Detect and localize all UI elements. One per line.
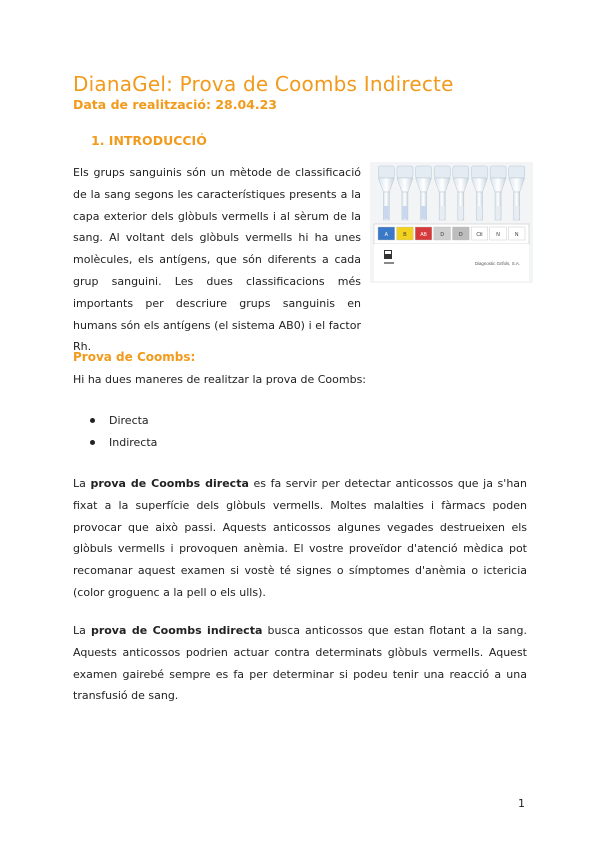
page-number: 1 <box>518 797 525 810</box>
lead-sentence: Hi ha dues maneres de realitzar la prova de Coombs: <box>73 373 367 386</box>
tube-label-text: N <box>514 232 519 238</box>
tube-label-text: D <box>440 232 444 238</box>
date-line: Data de realització: 28.04.23 <box>73 97 277 112</box>
term-indirect: prova de Coombs indirecta <box>90 624 263 637</box>
subheading-coombs: Prova de Coombs: <box>73 350 196 364</box>
paragraph-indirect: La prova de Coombs indirecta busca anticossos que estan flotant a la sang. Aquests anticossos podrien actuar contra determinats glòbuls vermells. Aquest examen gairebé sempre es fa per determinar si podeu tenir una reacció a una transfusió de sang. <box>73 624 527 703</box>
tube-label-text: AB <box>420 232 427 238</box>
section-heading-intro: 1. INTRODUCCIÓ <box>91 133 207 148</box>
document-title: DianaGel: Prova de Coombs Indirecte <box>73 72 454 96</box>
bullet-icon <box>90 440 95 445</box>
tube-label-text: A <box>384 232 388 238</box>
intro-paragraph: Els grups sanguinis són un mètode de classificació de la sang segons les característiques presents a la capa exterior dels glòbuls vermells i al sèrum de la sang. Al voltant dels glòbuls vermells hi ha unes molècules, els antígens, que són diferents a cada grup sanguini. Les dues classificacions més importants per descriure grups sanguinis en humans són els antígens (el sistema AB0) i el factor Rh. <box>73 166 361 354</box>
card-brand: Diagnostic Grifols, S.A. <box>474 261 520 266</box>
tube-label-text: B <box>403 232 407 238</box>
list-item: Indirecta <box>90 432 157 454</box>
tube-label-text: Ctl <box>476 232 483 238</box>
bullet-icon <box>90 418 95 423</box>
methods-list <box>90 410 157 454</box>
tube-label-text: D <box>459 232 463 238</box>
gel-card-image <box>370 162 533 283</box>
tube-label-text: N <box>496 232 500 238</box>
term-direct: prova de Coombs directa <box>90 477 249 490</box>
list-item: Directa <box>90 410 157 432</box>
paragraph-direct: La prova de Coombs directa es fa servir per detectar anticossos que ja s'han fixat a la superfície dels glòbuls vermells. Moltes malalties i fàrmacs poden provocar que això passi. Aquests anticossos algunes vegades destrueixen els glòbuls vermells i provoquen anèmia. El vostre proveïdor d'atenció mèdica pot recomanar aquest examen si vostè té signes o símptomes d'anèmia o ictericia (color groguenc a la pell o els ulls). <box>73 477 527 599</box>
